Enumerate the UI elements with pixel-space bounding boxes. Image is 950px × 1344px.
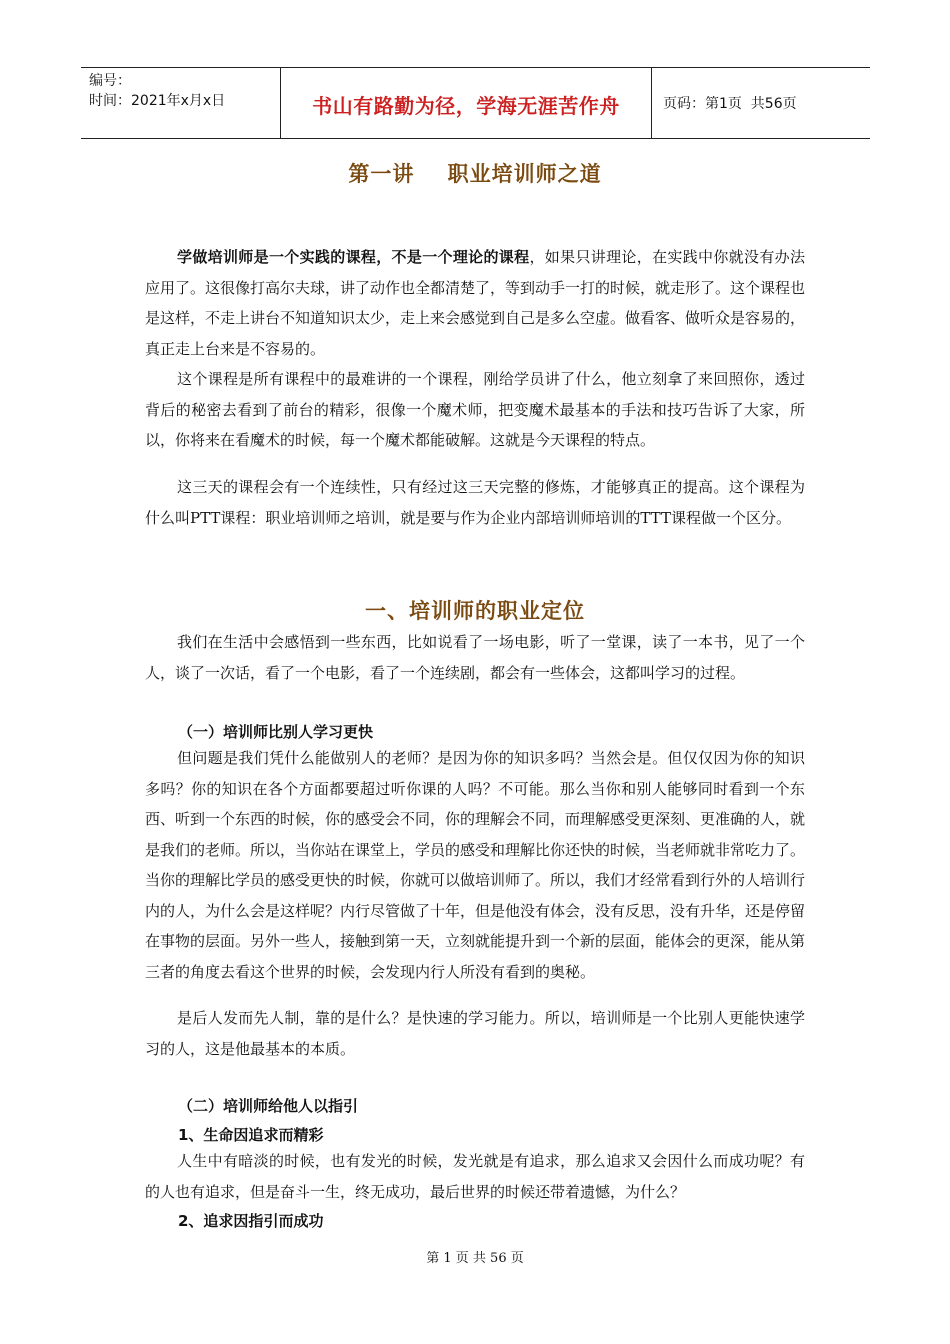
subheading-2: （二）培训师给他人以指引 (178, 1097, 359, 1115)
header-motto: 书山有路勤为径，学海无涯苦作舟 (312, 94, 620, 118)
header-page-info: 页码：第1页 共56页 (663, 96, 797, 112)
lecture-title: 第一讲 职业培训师之道 (348, 162, 602, 186)
header-divider (651, 68, 652, 138)
intro-paragraph-2: 这个课程是所有课程中的最难讲的一个课程，刚给学员讲了什么，他立刻拿了来回照你，透过背后的秘密去看到了前台的精彩，很像一个魔术师，把变魔术最基本的手法和技巧告诉了大家，所以，你将来在看魔术的时候，每一个魔术都能破解。这就是今天课程的特点。 (145, 370, 805, 449)
section-paragraph-2: 但问题是我们凭什么能做别人的老师？是因为你的知识多吗？当然会是。但仅仅因为你的知识多吗？你的知识在各个方面都要超过听你课的人吗？不可能。那么当你和别人能够同时看到一个东西、听到一个东西的时候，你的感受会不同，你的理解会不同，而理解感受更深刻、更准确的人，就是我们的老师。所以，当你站在课堂上，学员的感受和理解比你还快的时候，当老师就非常吃力了。当你的理解比学员的感受更快的时候，你就可以做培训师了。所以，我们才经常看到行外的人培训行内的人，为什么会是这样呢？内行尽管做了十年，但是他没有体会，没有反思，没有升华，还是停留在事物的层面。另外一些人，接触到第一天，立刻就能提升到一个新的层面，能体会的更深，能从第三者的角度去看这个世界的时候，会发现内行人所没有看到的奥秘。 (145, 749, 806, 981)
section-paragraph-1: 我们在生活中会感悟到一些东西，比如说看了一场电影，听了一堂课，读了一本书，见了一个人，谈了一次话，看了一个电影，看了一个连续剧，都会有一些体会，这都叫学习的过程。 (145, 633, 805, 682)
intro-emphasis: 学做培训师是一个实践的课程，不是一个理论的课程 (177, 248, 530, 266)
subheading-2-1: 1、生命因追求而精彩 (178, 1126, 324, 1144)
intro-text: ，如果只讲理论，在实践中你就没有办法应用了。这很像打高尔夫球，讲了动作也全都清楚了，等到动手一打的时候，就走形了。这个课程也是这样，不走上讲台不知道知识太少，走上来会感觉到自己是多么空虚。做看客、做听众是容易的，真正走上台来是不容易的。 (145, 248, 806, 358)
header-meta (89, 71, 225, 111)
number-label: 编号： (89, 73, 131, 89)
intro-paragraph-3: 这三天的课程会有一个连续性，只有经过这三天完整的修炼，才能够真正的提高。这个课程为什么叫PTT课程：职业培训师之培训，就是要与作为企业内部培训师培训的TTT课程做一个区分。 (145, 478, 805, 527)
page-footer: 第 1 页 共 56 页 (426, 1251, 524, 1266)
subheading-2-2: 2、追求因指引而成功 (178, 1212, 324, 1230)
section-title: 一、培训师的职业定位 (365, 599, 585, 623)
section-paragraph-3: 是后人发而先人制，靠的是什么？是快速的学习能力。所以，培训师是一个比别人更能快速学习的人，这是他最基本的本质。 (145, 1009, 805, 1058)
date-line: 时间：2021年x月x日 (89, 93, 226, 109)
intro-paragraph-1 (145, 242, 805, 364)
subheading-1: （一）培训师比别人学习更快 (178, 723, 374, 741)
document-header (81, 67, 870, 139)
section-paragraph-4: 人生中有暗淡的时候，也有发光的时候，发光就是有追求，那么追求又会因什么而成功呢？有的人也有追求，但是奋斗一生，终无成功，最后世界的时候还带着遗憾，为什么？ (145, 1152, 805, 1201)
